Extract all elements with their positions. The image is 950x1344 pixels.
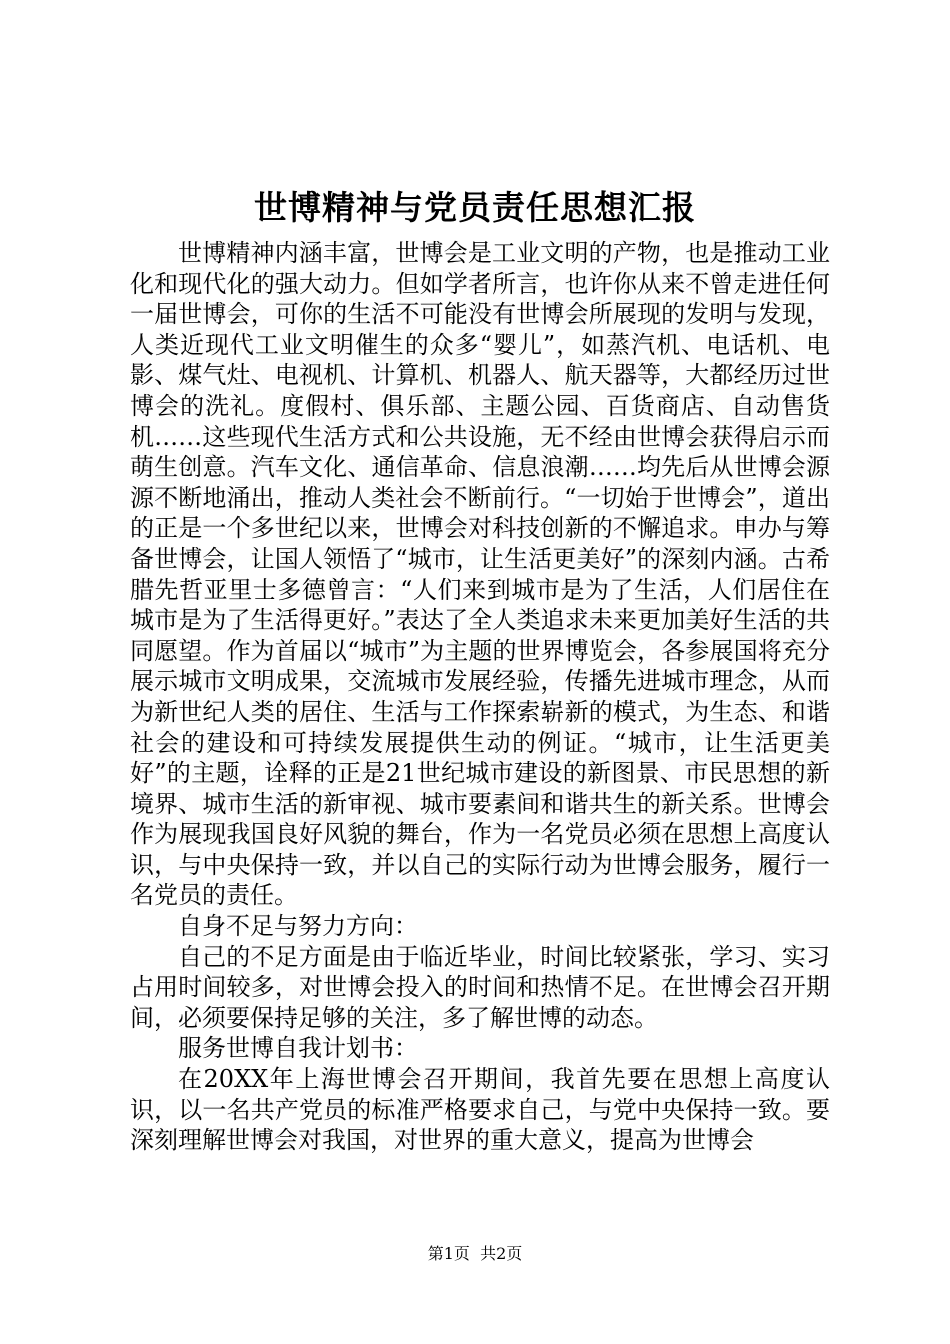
page-footer (0, 1242, 950, 1266)
paragraph-service-plan: 在20XX年上海世博会召开期间，我首先要在思想上高度认识，以一名共产党员的标准严格要求自己，与党中央保持一致。要深刻理解世博会对我国，对世界的重大意义，提高为世博会 (130, 1065, 830, 1155)
page-number: 第1页 (427, 1244, 470, 1263)
document-title: 世博精神与党员责任思想汇报 (254, 188, 696, 227)
document-body (130, 238, 830, 1156)
footer-spacer (470, 1244, 480, 1263)
section-heading-service-plan: 服务世博自我计划书： (178, 1034, 418, 1063)
paragraph-intro: 世博精神内涵丰富，世博会是工业文明的产物，也是推动工业化和现代化的强大动力。但如学者所言，也许你从来不曾走进任何一届世博会，可你的生活不可能没有世博会所展现的发明与发现，人类近现代工业文明催生的众多“婴儿”，如蒸汽机、电话机、电影、煤气灶、电视机、计算机、机器人、航天器等，大都经历过世博会的洗礼。度假村、俱乐部、主题公园、百货商店、自动售货机……这些现代生活方式和公共设施，无不经由世博会获得启示而萌生创意。汽车文化、通信革命、信息浪潮……均先后从世博会源源不断地涌出，推动人类社会不断前行。“一切始于世博会”，道出的正是一个多世纪以来，世博会对科技创新的不懈追求。申办与筹备世博会，让国人领悟了“城市，让生活更美好”的深刻内涵。古希腊先哲亚里士多德曾言：“人们来到城市是为了生活，人们居住在城市是为了生活得更好。”表达了全人类追求未来更加美好生活的共同愿望。作为首届以“城市”为主题的世界博览会，各参展国将充分展示城市文明成果，交流城市发展经验，传播先进城市理念，从而为新世纪人类的居住、生活与工作探索崭新的模式，为生态、和谐社会的建设和可持续发展提供生动的例证。“城市，让生活更美好”的主题，诠释的正是21世纪城市建设的新图景、市民思想的新境界、城市生活的新审视、城市要素间和谐共生的新关系。世博会作为展现我国良好风貌的舞台，作为一名党员必须在思想上高度认识，与中央保持一致，并以自己的实际行动为世博会服务，履行一名党员的责任。 (130, 239, 830, 910)
paragraph-shortcomings: 自己的不足方面是由于临近毕业，时间比较紧张，学习、实习占用时间较多，对世博会投入的时间和热情不足。在世博会召开期间，必须要保持足够的关注，多了解世博的动态。 (130, 942, 830, 1032)
section-heading-shortcomings: 自身不足与努力方向： (178, 912, 418, 941)
page-total: 共2页 (480, 1244, 523, 1263)
